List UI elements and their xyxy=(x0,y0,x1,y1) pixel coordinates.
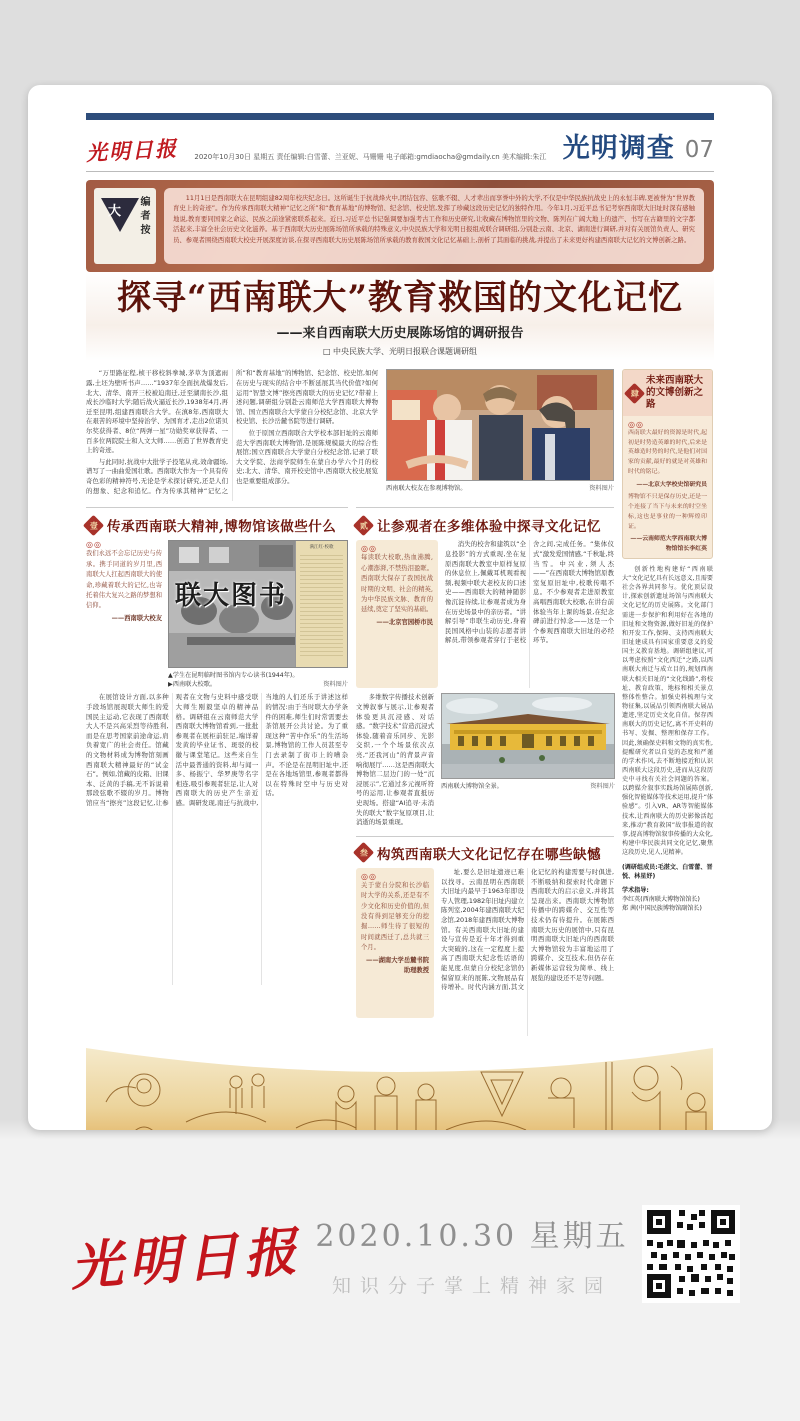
newspaper-page xyxy=(28,85,772,1130)
section-4-ornament: 肆 xyxy=(624,383,645,404)
byline: □ 中央民族大学、光明日报联合课题调研组 xyxy=(322,347,478,357)
editor-note-panel xyxy=(164,188,704,264)
rail-body xyxy=(622,565,713,858)
quote-ornament: ◎◎ xyxy=(86,540,102,550)
rail-quote-1: 西南联大最好的资源是时代,起初是时势造英雄的时代,后来是英雄造时势的时代,是他们对国家的贡献,最好的就是对英雄和时代的铭记。 ——北京大学校史馆研究员 xyxy=(628,430,707,488)
right-rail xyxy=(622,369,713,1036)
quote-ornament: ◎◎ xyxy=(361,544,377,554)
section-1-title: 传承西南联大精神,博物馆该做些什么 xyxy=(107,519,337,536)
mural-art xyxy=(86,1042,713,1130)
editor-note xyxy=(86,180,714,272)
qr-code-art xyxy=(647,1210,735,1298)
rail-feature-box xyxy=(622,369,713,558)
school-anthem-doc xyxy=(295,541,347,667)
headline-block xyxy=(86,272,714,361)
footer-slogan: 知识分子掌上精神家园 xyxy=(331,1274,612,1297)
museum-photo-credit: 资料图片 xyxy=(590,783,615,791)
emblem-char: 大 xyxy=(108,204,122,219)
advisor-label: 学术指导: xyxy=(622,886,649,894)
editor-note-label: 编者按 xyxy=(138,196,149,238)
section-1 xyxy=(86,507,348,1036)
top-photo-caption: 西南联大校友在参观博物馆。 xyxy=(386,485,467,493)
section-2-body-left xyxy=(356,693,434,830)
masthead xyxy=(86,120,714,172)
deck-headline: ——来自西南联大历史展陈场馆的调研报告 xyxy=(276,326,524,342)
museum-photo-block xyxy=(441,693,615,830)
section-name: 光明调查 xyxy=(562,133,675,164)
section-1-quote: 我们永远不会忘记历史与传承。携手同道的岁月里,西南联大人扛起西南联大的使命,珍藏着联大的记忆,也寄托着伟大复兴之路的梦想和信仰。 ——西南联大校友 xyxy=(86,550,162,622)
visitors-photo-art xyxy=(387,370,613,481)
top-photo-credit: 资料图片 xyxy=(589,485,614,493)
masthead-bar xyxy=(86,113,714,120)
edition-info: 2020年10月30日 星期五 责任编辑:白雪蕾、兰亚妮、马姗姗 电子邮箱:gmdiaocha@gmdaily.cn 美术编辑:朱江 xyxy=(194,153,547,161)
anthem-doc-title: 满江红·校歌 xyxy=(309,545,334,551)
library-credit: 资料图片 xyxy=(323,681,348,689)
library-photo xyxy=(168,540,348,668)
library-photo-overlay: 联大图书 xyxy=(175,581,288,612)
lianda-emblem xyxy=(94,188,156,264)
app-footer xyxy=(0,1150,800,1421)
section-3-body xyxy=(441,868,614,1036)
footer-date: 2020.10.30 星期五 xyxy=(315,1218,629,1254)
anthem-doc-lines xyxy=(300,552,343,655)
section-1-body xyxy=(86,693,348,985)
section-2-ornament: 贰 xyxy=(353,515,374,536)
section-4-title: 未来西南联大的文博创新之路 xyxy=(646,375,704,411)
section-1-ornament: 壹 xyxy=(83,515,104,536)
section-2-body1: 消失的校舍和建筑以“全息投影”的方式重现,坐在复原西南联大教室中原样复原的休息位上,佩戴耳机观看视频,视频中联大老校友的口述史——西南联大的精神随影像沉淀待续,让参观者成为身在历史场景中的亲历者。“讲解引导”串联生动历史,身着民国风格中山装的志愿者讲解员,带领参观者穿行于老校舍之间,完成任务。“集体仪式”激发爱国情感,“千秋耻,终当雪。中兴业,须人杰——”在西南联大博物馆原教室复原旧址中,校歌传唱不息。不少参观者走进原教室高唱西南联大校歌,在讲台前体验当年上课的场景,在纪念碑前进行悼念——这是一个个参观西南联大旧址的必经环节。 xyxy=(445,540,614,645)
intro-p2: 与此同时,抗战中大批学子投笔从戎,效命疆场,谱写了一曲曲爱国壮歌。西南联大作为一个具有传奇色彩的精神符号,无论是学术探讨研究,还是人们的想象、纪念和追忆。作为传承其精神“记忆之所”和“教育基地”的博物馆、纪念馆、校史馆,如何在历史与现实的结合中不断延展其当代价值?如何运用“智慧文博”擦亮西南联大的历史记忆?带着上述问题,调研组分别赴云南师范大学西南联大博物馆、国立西南联合大学蒙自分校纪念馆、北京大学校史馆、长沙岳麓书院等进行调研。 xyxy=(86,369,378,495)
rail-quote-2: 博物馆不只是保存历史,还是一个连接了当下与未来的时空坐标,这也是事业的一种辉煌印证。 ——云南师范大学西南联大博物馆馆长李红英 xyxy=(628,494,707,553)
credits xyxy=(622,863,713,913)
main-headline: 探寻“西南联大”教育救国的文化记忆 xyxy=(116,278,684,318)
top-photo-block xyxy=(386,369,614,501)
visitors-photo xyxy=(386,369,614,481)
quote-ornament: ◎◎ xyxy=(361,871,377,881)
museum-photo-art xyxy=(442,694,614,779)
library-caption-2: ▶西南联大校歌。 xyxy=(168,681,217,689)
section-3-title: 构筑西南联大文化记忆存在哪些缺憾 xyxy=(377,846,601,863)
editor-note-text: 11月1日是西南联大在昆明组建82周年校庆纪念日。这所诞生于抗战烽火中,团结包容、弦歌不辍、人才辈出而享誉中外的大学,不仅是中华民族抗战史上的永恒丰碑,更被誉为“世界教育史上的奇迹”。作为传承西南联大精神“记忆之所”和“教育基地”的博物馆、纪念馆、校史馆,发挥了珍藏这段历史记忆的独特作用。今年1月,习近平总书记考察西南联大旧址时深有感触地说,教育要同国家之命运、民族之前途紧密联系起来。近日,习近平总书记强调要加强考古工作和历史研究,让收藏在博物馆里的文物、陈列在广阔大地上的遗产、书写在古籍里的文字都活起来,丰富全社会历史文化滋养。基于西南联大历史展陈场馆所承载的特殊意义,中央民族大学和光明日报组成联合调研组,分别赴云南、北京、湖南进行调研,并对有关展馆负责人、研究员、参观者围绕西南联大校史开展深度访谈,在探寻西南联大历史展陈场馆所承载的教育救国文化记忆基础上,剖析了其面临的挑战,并提出了未来更好构建西南联大记忆的文博创新之路。 xyxy=(173,194,695,244)
section-3-ornament: 叁 xyxy=(353,842,374,863)
paper-logo: 光明日报 xyxy=(85,135,179,166)
qr-code xyxy=(642,1205,740,1303)
library-caption-1: ▲学生在昆明临时图书馆内专心读书(1944年)。 xyxy=(168,672,299,680)
section-2-body2: 多维数字传播技术创新文博叙事与展示,让参观者体验更具沉浸感、对话感。“数字技术”营造沉浸式体验,随着音乐同步、光影交织,一个个场景依次点亮,“还我河山”的背景声音响彻展厅……这是西南联大博物馆二层边门的一处“沉浸展示”,它通过多元视听符号的运用,让参观者直抵历史现场。搭建“AI追寻·未消失的联大”数字复原项目,让消逝的场景重现。 xyxy=(356,693,434,827)
team-credit: (调研组成员:毛湛文、白雪蕾、晋悦、林星妤) xyxy=(622,864,713,881)
middle-column xyxy=(356,507,614,1036)
museum-photo-caption: 西南联大博物馆全景。 xyxy=(441,783,503,791)
section-3-quote: 关于蒙自分院和长沙临时大学的关系,还是有不少文化和历史价值的,但没有得到足够充分的挖掘……师生待了很短的时间就西迁了,总共就三个月。 ——湖南大学岳麓书院助理教授 xyxy=(361,881,429,974)
intro-p1: “万里路征程,桢干移校斜拳城,茅草为顶遮雨露,土坯为壁听书声……”1937年全面抗战爆发后,北大、清华、南开三校被迫南迁,迁至湖南长沙,组成长沙临时大学;随后战火逼近长沙,1938年4月,再迁至昆明,组建西南联合大学。在滇8年,西南联大在艰苦的环境中坚持治学、为国育才,走出2位诺贝尔奖获得者、8位“两弹一星”功勋奖章获得者、一百多位两院院士和人文大师……创造了世界教育史上的奇迹。 xyxy=(86,369,228,455)
section-2-body-top xyxy=(445,540,614,688)
footer-paper-logo: 光明日报 xyxy=(68,1220,305,1298)
library-photo-block xyxy=(168,540,348,688)
section-1-body-text: 在展馆设计方面,以多种手段场馆展现联大师生的爱国民主运动,它表现了西南联大人不是兴高采烈等待胜利,而是在思考国家前途命运,肩负着宽广的社会责任。馆藏的文物材料成为博物馆刻画西南联大精神最好的“试金石”。例如,馆藏的皮箱、旧课本、泛黄的手稿,无不诉说着那段弦歌不辍的岁月。博物馆应当“擦亮”这段记忆,让参观者在文物与史料中感受联大师生刚毅坚卓的精神品格。调研组在云南师范大学西南联大博物馆看到,一批批参观者在展柜前驻足,端详着发黄的毕业证书、斑驳的校徽与课堂笔记。这些来自生活中最普通的资料,却与闻一多、杨振宁、华罗庚等名字相连,吸引参观者驻足,让人对西南联大的历史产生亲近感。调研发现,南迁与抗战中,当地的人们还乐于讲述这样的情况:由于当时联大办学条件的困难,师生们时常需要去茶馆展开公共讨论。为了重现这种“苦中作乐”的生活场景,博物馆的工作人员甚至专门去录制了街市上的嘈杂声。不论是在昆明旧址中,还是在各地场馆里,参观者都得以在特殊时空中与历史对话。 xyxy=(86,693,348,808)
rail-body-text: 创新性地构建好“西南联大”文化记忆具有长远意义,且需要社会各界共同参与。优化顶层设计,探索创新遗址场馆与西南联大文化记忆的历史展陈。文化部门需进一步保护和利用好在各地的旧址和文物资源,做好旧址的保护和开发工作,保障、支持西南联大旧址建成具有国家重要意义的爱国主义教育基地。调研组建议,可以考虑按照“文化西迁”之路,以西南联大南迁与成立目的,规划西南联大相关旧址的“文化线路”,将校址、教育政策、地标和相关景点整体性整合。加强史料梳理与文物征集,以展品引领西南联大展品遗迹,坚定历史文化自信。保存西南联大的历史记忆,离不开史料的书写、发掘、整理和保存工作。因此,须确保史料和文物的真实性,提醒研究者以自觉的态度和严谨的学术作风,去不断地接近和认识西南联大这段历史,进而从这段历史中寻找有关社会问题的答案。以跨媒介叙事实践场馆展陈创新,强化智能媒体等技术运用,提升“体验感”。引入VR、AR等智能媒体技术,让西南联大的历史影像活起来,推动“教育救国”故事报道的叙事,提高博物馆叙事传播的大众化,构建中华民族共同文化记忆,聚焦这段历史,见人,见精神。 xyxy=(622,565,713,857)
section-2 xyxy=(356,515,614,830)
intro-p3: 位于原国立西南联合大学校本部旧址的云南师范大学西南联大博物馆,是展陈规模最大的综合性展馆;国立西南联合大学蒙自分校纪念馆,记录了联大文学院、法商学院师生在蒙自办学六个月的校史;北大、清华、南开校史馆中,西南联大校史展览也是重要组成部分。 xyxy=(236,429,378,486)
museum-photo xyxy=(441,693,615,779)
quote-ornament: ◎◎ xyxy=(628,420,644,430)
advisor-2: 郑 茜(中国民族博物馆副馆长) xyxy=(622,904,702,912)
section-2-title: 让参观者在多维体验中探寻文化记忆 xyxy=(377,519,601,536)
advisor-1: 李红英(西南联大博物馆馆长) xyxy=(622,895,700,903)
section-3 xyxy=(356,836,614,1036)
section-3-body-text: 址,要么是旧址遗迹已难以找寻。云南昆明在西南联大旧址内最早于1963年即设专人管理,1982年旧址内建立陈列室,2004年建西南联大纪念馆,2018年建西南联大博物馆。有关西南联大旧址的建设与宣传是近十年才得到重大突破的,这在一定程度上提高了西南联大纪念性话语的能见度,但蒙自分校纪念馆仍保留原来的展陈,文物展品有待增补。时代内涵方面,其文化记忆的构建需要与时俱进,不断吸纳和探索时代命题下西南联大的启示意义,并将其呈现出来。西南联大博物馆传播中的跨媒介、交互性等技术仍有待提升。在展陈西南联大历史的展馆中,只有昆明西南联大旧址内的西南联大博物馆较为丰富地运用了跨媒介、交互技术,但仍存在新媒体运营较为简单、线上展览的建设还不足等问题。 xyxy=(441,867,614,992)
section-2-quote: 每读联大校歌,热血沸腾,心潮澎湃,不禁热泪盈眶。西南联大保存了我国抗战时期的文明、社会的精英,为中华民族文脉、教育的延续,奠定了坚实的基础。 ——北京官园桥市民 xyxy=(361,554,433,626)
mural-illustration xyxy=(86,1042,713,1130)
intro-text xyxy=(86,369,378,501)
page-number: 07 xyxy=(684,137,714,163)
